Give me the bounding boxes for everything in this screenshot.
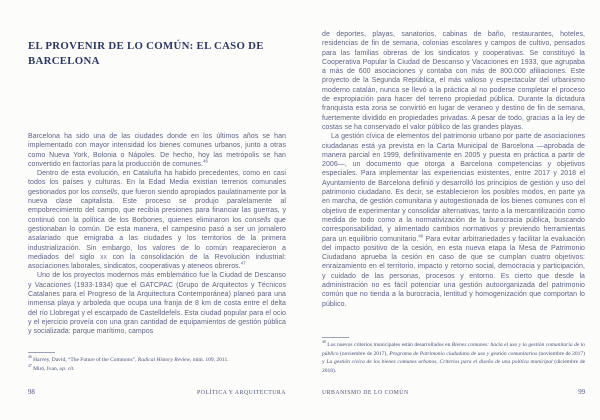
footnote (322, 341, 585, 376)
text-segment: Barcelona ha sido una de las ciudades donde en los últimos años se han implementado con mayor intensidad los bienes comunes urbanos, junto a otras como Nueva York, Bolonia o Nápoles. De hecho, hoy las metrópolis se han convertido en factorías para la producción de comunes. (28, 133, 286, 168)
footnotes-right (322, 341, 585, 376)
footnote-ref: 47 (240, 260, 246, 266)
text-segment: consells (245, 216, 271, 224)
page-footer-right (322, 389, 585, 396)
text-segment: , que fueron siendo apropiados paulatinamente por la nueva clase capitalista. Este proceso se produjo paralelamente al empobrecimiento del campo, que recibía presiones para financiar las guerras, y continuó con la política de los Borbones, quienes eliminaron los (28, 188, 286, 224)
paragraph (28, 132, 286, 169)
page-footer-left (28, 389, 286, 396)
body-text-left (28, 132, 286, 337)
footnote-rule (28, 352, 55, 353)
footnote-rule (322, 337, 349, 338)
footnote (28, 356, 286, 365)
paragraph (28, 169, 286, 271)
text-segment: Bienes comunes: hacia el uso y la gestión comunitaria de lo público (322, 342, 586, 357)
text-segment: La gestión cívica de los bienes comunes urbanos. Criterios para el diseño de una política municipal (326, 359, 553, 366)
chapter-title: EL PROVENIR DE LO COMÚN: EL CASO DE BARCELONA (28, 40, 264, 67)
page-right (300, 0, 600, 420)
text-segment: que gestionaban lo común. De esta manera, el campesino pasó a ser un jornalero asalariado que emigraba a las ciudades y los territorios de la primera industrialización. Sin embargo, los valores de lo común reaparecieron a mediados del siglo (28, 216, 286, 261)
text-segment: consells (91, 188, 118, 196)
footnote-ref: 47 (28, 363, 32, 368)
text-segment: Programa de Patrimonio ciudadano de uso y gestión comunitarios (389, 350, 538, 357)
paragraph (322, 132, 585, 309)
page-number: 99 (578, 389, 585, 396)
text-segment: (noviembre de 2017) y (322, 350, 586, 366)
text-segment: Para evitar arbitrariedades y facilitar la evaluación del impacto positivo de la cesión, en esta nueva etapa la Mesa de Patrimonio Ciudadano aprueba la cesión en caso de que se cumplan cuatro objetivos: enraizamiento en el territorio, impacto y retorno social, democracia y participación, y cuidado de las personas, procesos y entorno. Es cierto que desde la administración no es fácil potenciar una gestión autoorganizada del patrimonio común que no tienda a la burocracia, lentitud y homogenización que comportan lo público. (322, 235, 585, 308)
body-text-right (322, 30, 585, 309)
text-segment: con la consolidación de la Revolución industrial: asociaciones laborales, sindicatos, cooperativas y ateneos obreros. (28, 253, 287, 271)
text-segment: op. cit. (59, 365, 75, 372)
paragraph (322, 30, 585, 132)
text-segment: Harvey, David, “The Future of the Commons”, (31, 357, 138, 363)
text-segment: Dentro de esta evolución, en Cataluña ha habido precedentes, como en casi todos los países y culturas. En la Edad Media existían terrenos comunales gestionados por los (28, 170, 286, 196)
running-title: URBANISMO DE LO COMÚN (322, 390, 409, 396)
text-segment: Radical History Review (137, 357, 191, 363)
running-title: POLÍTICA Y ARQUITECTURA (196, 390, 286, 396)
text-segment: de deportes, playas, sanatorios, cabinas de baño, restaurantes, hoteles, residencias de fin de semana, colonias escolares y campos de cultivo, pensados para las familias obreras de los sindicatos y cooperativas. Se constituyó la Cooperativa Popular la Ciudad de Descanso y Vacaciones en 1933, que agrupaba a más de 600 asociaciones y contaba con más de 800.000 afiliaciones. Este proyecto de la Segunda República, el más valioso y espectacular del urbanismo moderno catalán, nunca se llevó a la práctica al no poderse completar el proceso de expropiación para hacer del terreno propiedad pública. Durante la dictadura franquista esta zona se convirtió en lugar de veraneo y destino de fin de semana, fuertemente dividido en propiedades privadas. A pesar de todo, gracias a la ley de costas se ha conservado el valor público de las grandes playas. (322, 31, 585, 131)
text-segment: (noviembre de 2017), (338, 350, 390, 357)
text-segment: , núm. 109, 2011. (190, 357, 229, 363)
footnote-ref: 48 (418, 233, 424, 239)
text-segment: Miró, Ivan, (31, 365, 60, 372)
text-segment: Los nuevos criterios municipales están desarrollados en (325, 342, 452, 348)
text-segment: La gestión cívica de elementos del patrimonio urbano por parte de asociaciones ciudadanas está ya prevista en la Carta Municipal de Barcelona —aprobada de manera parcial en 1999, definitivamente en 2005 y puesta en práctica a partir de 2006—, un documento que otorga a Barcelona competencias y objetivos especiales. Para implementar las experiencias existentes, entre 2017 y 2018 el Ayuntamiento de Barcelona definió y desarrolló los principios de gestión y uso del patrimonio ciudadano. Es decir, se establecieron los posibles modos, en parte ya en marcha, de gestión comunitaria y autogestionada de los bienes comunes con el objetivo de experimentar y consolidar alternativas, tanto a la mercantilización como medida de todo como a la normativización de la burocracia pública, buscando corresponsabilidad, y alimentado cambios normativos y previendo herramientas para un equilibrio comunitario. (322, 133, 585, 243)
text-segment: Uno de los proyectos modernos más emblemático fue la Ciudad de Descanso y Vacaciones (1933-1934) que el GATCPAC (Grupo de Arquitectos y Técnicos Catalanes para el Progreso de la Arquitectura Contemporánea) planeó para una inmensa playa y arboleda que ocupa una franja de 8 km de costa entre el delta del río Llobregat y el escarpado de Castelldefels. Esta ciudad popular para el ocio y el ejercicio proveía con una gran cantidad de equipamientos de gestión pública y socializada: parque marítimo, campos (28, 272, 286, 336)
footnote (28, 365, 286, 374)
page-number: 98 (28, 389, 35, 396)
text-segment: xx (100, 253, 107, 261)
footnote-ref: 46 (28, 355, 32, 360)
footnote-ref: 46 (203, 158, 208, 164)
footnotes-left (28, 356, 286, 373)
paragraph (28, 271, 286, 336)
text-segment: (diciembre de 2018). (322, 359, 586, 375)
footnote-ref: 48 (322, 340, 326, 345)
